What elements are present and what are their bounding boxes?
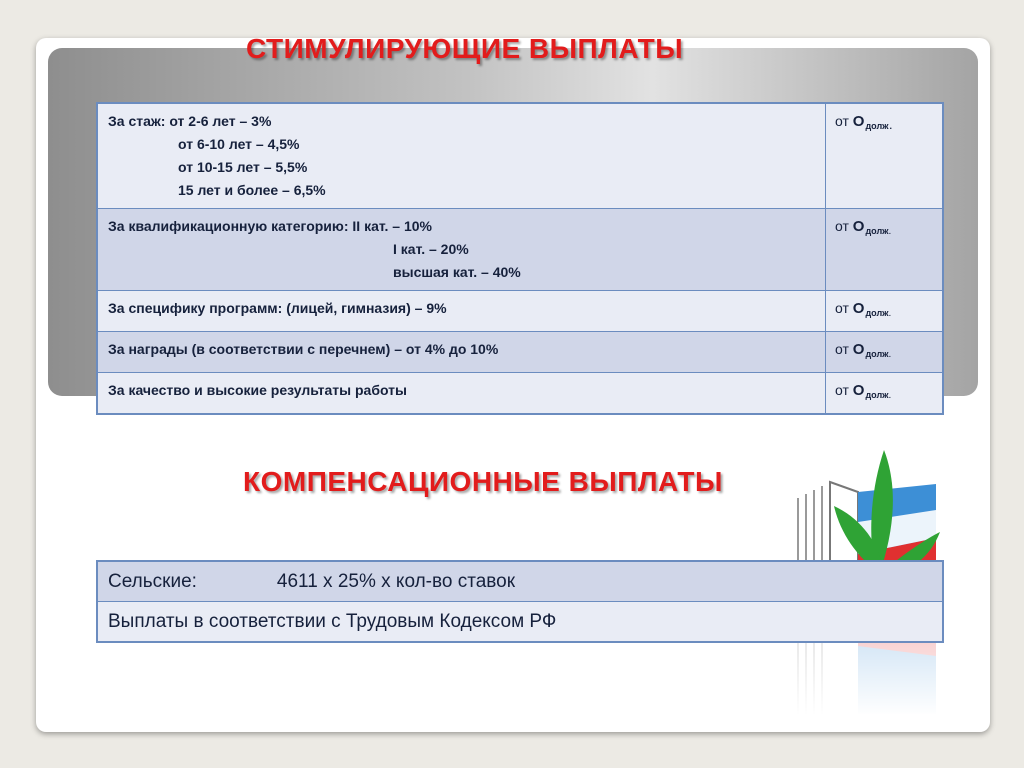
base-subscript: долж [865,121,889,131]
stimulating-payments-title: СТИМУЛИРУЮЩИЕ ВЫПЛАТЫ [246,33,684,64]
base-prefix: от [835,341,849,357]
base-subscript: долж [865,308,889,318]
base-prefix: от [835,382,849,398]
table-row [97,332,943,373]
rural-formula: 4611 х 25% х кол-во ставок [276,570,516,592]
row-description [97,373,826,415]
base-prefix: от [835,113,849,129]
seniority-line: За стаж: от 2-6 лет – 3% [108,113,272,129]
table-row [97,103,943,209]
compensation-payments-table [96,560,944,643]
base-symbol: О [852,382,865,399]
base-prefix: от [835,218,849,234]
rural-label: Сельские: [108,570,197,592]
compensation-payments-title: КОМПЕНСАЦИОННЫЕ ВЫПЛАТЫ [243,466,723,497]
seniority-line: 15 лет и более – 6,5% [178,182,326,198]
awards-line: За награды (в соответствии с перечнем) – от 4% до 10% [108,341,499,357]
row-description [97,291,826,332]
base-symbol: О [852,218,865,235]
program-specifics-line: За специфику программ: (лицей, гимназия) – 9% [108,300,447,316]
base-salary-cell: от $О_{долж.}$ [826,209,944,291]
base-salary-cell: от $О_{долж.}$ [826,291,944,332]
table-row [97,209,943,291]
base-subscript: долж [865,226,889,236]
base-salary-cell: от $О_{долж.}$ [826,332,944,373]
base-subscript: долж [865,390,889,400]
base-symbol: О [852,300,865,317]
table-row [97,561,943,602]
table-cell: Выплаты в соответствии с Трудовым Кодексом РФ [97,602,943,643]
base-symbol: О [852,113,865,130]
base-subscript: долж [865,349,889,359]
qualification-line: I кат. – 20% [393,241,469,257]
table-row [97,291,943,332]
seniority-line: от 10-15 лет – 5,5% [178,159,308,175]
base-prefix: от [835,300,849,316]
qualification-line: высшая кат. – 40% [393,264,521,280]
row-description [97,209,826,291]
table-row [97,602,943,643]
row-description [97,103,826,209]
table-row [97,373,943,415]
quality-line: За качество и высокие результаты работы [108,382,407,398]
base-salary-cell: от $О_{долж.}$ [826,103,944,209]
stimulating-payments-table [96,102,944,415]
table-cell [97,561,943,602]
row-description [97,332,826,373]
base-symbol: О [852,341,865,358]
base-salary-cell: от $О_{долж.}$ [826,373,944,415]
seniority-line: от 6-10 лет – 4,5% [178,136,300,152]
qualification-line: За квалификационную категорию: II кат. – 10% [108,218,432,234]
